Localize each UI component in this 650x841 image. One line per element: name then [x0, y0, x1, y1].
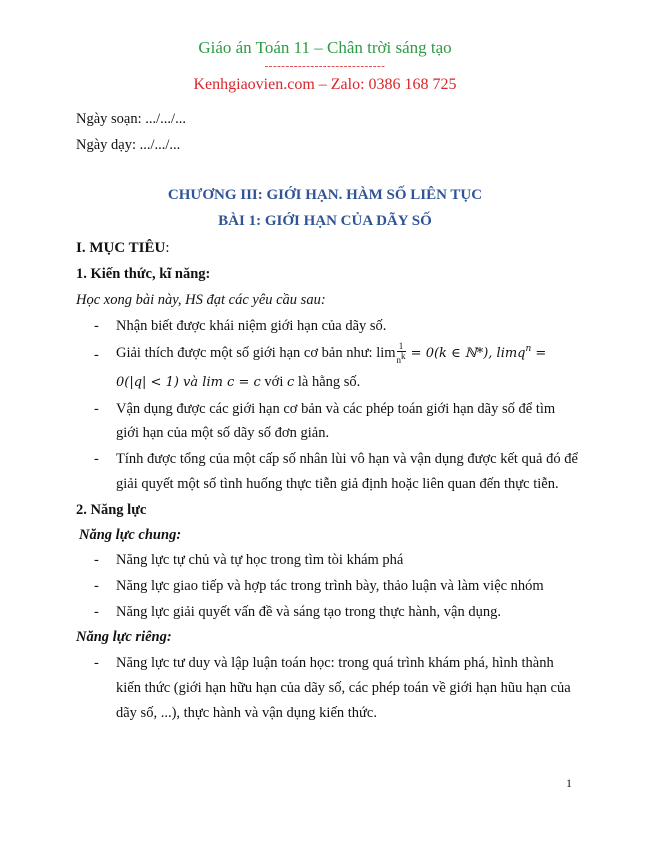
- objective-2-line2: [116, 374, 360, 391]
- bullet-dash: -: [94, 401, 99, 417]
- date-taught: Ngày dạy: .../.../...: [76, 137, 181, 153]
- section-objectives: [76, 240, 170, 257]
- section-objectives-colon: :: [165, 240, 170, 256]
- objective-2-line1: [116, 342, 546, 365]
- objective-4-line1: Tính được tổng của một cấp số nhân lùi vô hạn và vận dụng được kết quả đó để: [116, 451, 578, 467]
- section-objectives-label: I. MỤC TIÊU: [76, 240, 166, 256]
- objective-2-exp: n: [525, 344, 532, 354]
- competency-specific-1-line2: kiến thức (giới hạn hữu hạn của dãy số, các phép toán về giới hạn hũu hạn của: [116, 680, 571, 696]
- date-prepared: Ngày soạn: .../.../...: [76, 111, 186, 127]
- bullet-dash: -: [94, 451, 99, 467]
- objective-2-math2: 0(|q| < 1) và lim c = c: [116, 375, 261, 390]
- competency-specific-1-line3: dãy số, ...), thực hành và vận dụng kiến thức.: [116, 705, 377, 721]
- competency-general-heading: Năng lực chung:: [79, 527, 182, 543]
- page-number: 1: [566, 776, 572, 790]
- competency-general-1: Năng lực tự chủ và tự học trong tìm tòi khám phá: [116, 552, 404, 568]
- fraction-denominator-exp: k: [401, 351, 406, 361]
- bullet-dash: -: [94, 552, 99, 568]
- competency-specific-1-line1: Năng lực tư duy và lập luận toán học: trong quá trình khám phá, hình thành: [116, 655, 554, 671]
- objective-2-var: c: [286, 375, 295, 390]
- objective-2-math: = 0(k ∈ ℕ*), limq: [406, 345, 526, 361]
- objective-2-with: với: [260, 374, 287, 390]
- header-site: Kenhgiaovien.com – Zalo: 0386 168 725: [193, 76, 457, 93]
- lesson-title: BÀI 1: GIỚI HẠN CỦA DÃY SỐ: [218, 213, 432, 229]
- subsection-knowledge: 1. Kiến thức, kĩ năng:: [76, 266, 211, 282]
- competency-general-3: Năng lực giải quyết vấn đề và sáng tạo trong thực hành, vận dụng.: [116, 604, 501, 620]
- bullet-dash: -: [94, 318, 99, 334]
- objective-2-text: Giải thích được một số giới hạn cơ bản như: lim: [116, 344, 396, 361]
- objective-1: Nhận biết được khái niệm giới hạn của dãy số.: [116, 318, 387, 334]
- competency-specific-heading: Năng lực riêng:: [76, 629, 172, 645]
- fraction-denominator: [397, 352, 406, 365]
- objective-3-line2: giới hạn của một số dãy số đơn giản.: [116, 425, 330, 441]
- competency-general-2: Năng lực giao tiếp và hợp tác trong trình bày, thảo luận và làm việc nhóm: [116, 578, 544, 594]
- objective-3-line1: Vận dụng được các giới hạn cơ bản và các phép toán giới hạn dãy số để tìm: [116, 401, 556, 417]
- header-title: Giáo án Toán 11 – Chân trời sáng tạo: [198, 38, 452, 57]
- bullet-dash: -: [94, 578, 99, 594]
- chapter-title: CHƯƠNG III: GIỚI HẠN. HÀM SỐ LIÊN TỤC: [167, 187, 483, 203]
- bullet-dash: -: [94, 347, 99, 363]
- fraction-numerator: 1: [397, 342, 406, 352]
- objective-4-line2: giải quyết một số tình huống thực tiễn giả định hoặc liên quan đến thực tiễn.: [116, 476, 559, 492]
- header-divider: -----------------------------: [264, 60, 386, 72]
- objective-2-end: là hằng số.: [294, 374, 361, 390]
- fraction-denominator-base: n: [396, 355, 402, 365]
- bullet-dash: -: [94, 655, 99, 671]
- fraction: [397, 342, 406, 365]
- intro-text: Học xong bài này, HS đạt các yêu cầu sau:: [76, 292, 326, 308]
- bullet-dash: -: [94, 604, 99, 620]
- objective-2-eq: =: [531, 345, 547, 361]
- subsection-competency: 2. Năng lực: [76, 502, 147, 518]
